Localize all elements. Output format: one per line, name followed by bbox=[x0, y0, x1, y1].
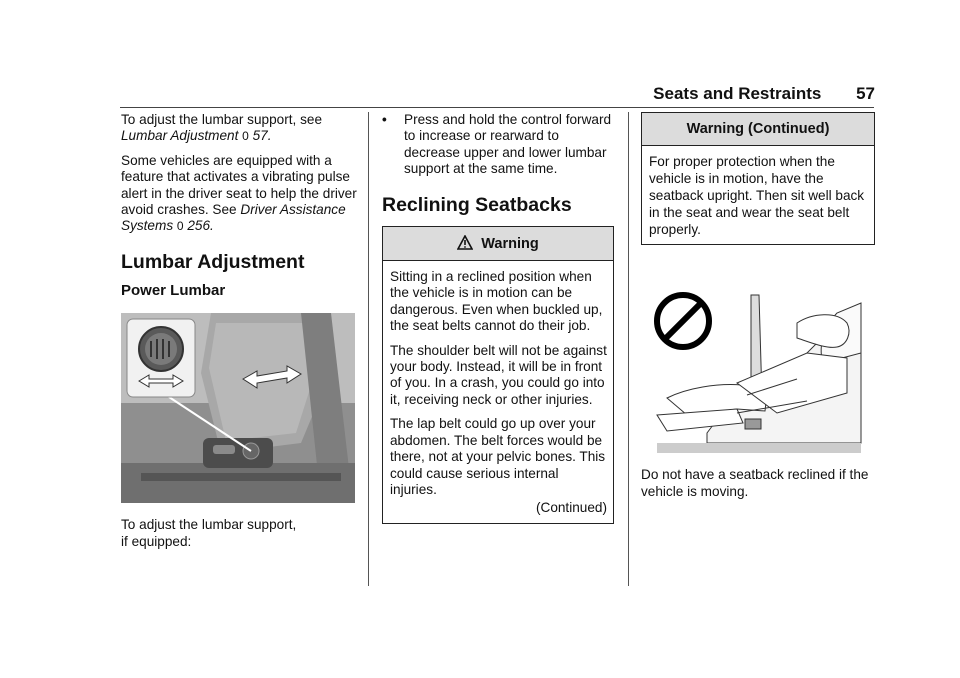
section-title: Seats and Restraints bbox=[653, 84, 822, 103]
driver-assistance-page-ref[interactable]: 256. bbox=[187, 218, 214, 234]
warning-paragraph-1: Sitting in a reclined position when the vehicle is in motion can be dangerous. Even when buckled up, the seat belts cannot do their job. bbox=[390, 269, 603, 334]
warning-title: Warning bbox=[481, 235, 539, 252]
lumbar-page-ref[interactable]: 57. bbox=[252, 128, 272, 144]
warning-triangle-icon bbox=[457, 235, 473, 250]
page-ref-icon: 0 bbox=[242, 129, 249, 144]
caption-line-1: To adjust the lumbar support, bbox=[121, 517, 297, 533]
illustration-caption: Do not have a seatback reclined if the vehicle is moving. bbox=[641, 467, 869, 499]
driver-assistance-link[interactable]: Driver Assistance Systems bbox=[121, 202, 346, 234]
column-2 bbox=[382, 112, 614, 524]
photo-caption bbox=[121, 517, 357, 550]
column-divider-1 bbox=[368, 112, 369, 586]
lumbar-intro-text: To adjust the lumbar support, see bbox=[121, 112, 322, 127]
lumbar-adjustment-link[interactable]: Lumbar Adjustment bbox=[121, 128, 239, 144]
vibrating-alert-paragraph bbox=[121, 153, 357, 235]
power-lumbar-subheading: Power Lumbar bbox=[121, 281, 226, 299]
lumbar-control-photo bbox=[121, 313, 355, 503]
warning-continued-header: Warning (Continued) bbox=[642, 113, 874, 146]
reclining-heading: Reclining Seatbacks bbox=[382, 193, 572, 216]
page-number: 57 bbox=[856, 84, 875, 103]
column-1 bbox=[121, 112, 357, 558]
page-ref-icon: 0 bbox=[176, 219, 184, 234]
header-rule bbox=[120, 107, 874, 108]
vibrating-alert-text: Some vehicles are equipped with a feature that activates a vibrating pulse alert in the driver seat to help the driver avoid crashes. See bbox=[121, 152, 357, 218]
bullet-item bbox=[382, 112, 614, 178]
warning-header bbox=[383, 227, 613, 261]
lumbar-intro-paragraph bbox=[121, 112, 357, 145]
warning-paragraph-3: The lap belt could go up over your abdomen. The belt forces would be there, not at your pelvic bones. This could cause serious internal injuries. bbox=[390, 416, 606, 497]
page-header bbox=[653, 84, 875, 104]
continued-label: (Continued) bbox=[535, 500, 607, 516]
column-3 bbox=[641, 112, 875, 508]
bullet-mark: • bbox=[382, 112, 387, 127]
reclined-seat-illustration bbox=[647, 283, 865, 453]
caption-line-2: if equipped: bbox=[121, 533, 192, 549]
warning-continued-body bbox=[642, 146, 874, 244]
column-divider-2 bbox=[628, 112, 629, 586]
warning-body bbox=[383, 261, 613, 523]
warning-continued-text: For proper protection when the vehicle is in motion, have the seatback upright. Then sit well back in the seat and wear the seat belt properly. bbox=[649, 154, 865, 237]
bullet-text: Press and hold the control forward to increase or rearward to decrease upper and lower lumbar support at the same time. bbox=[404, 112, 612, 177]
warning-continued-box bbox=[641, 112, 875, 245]
warning-box bbox=[382, 226, 614, 524]
lumbar-heading: Lumbar Adjustment bbox=[121, 250, 305, 273]
warning-paragraph-2: The shoulder belt will not be against your body. Instead, it will be in front of you. In a crash, you could go into it, receiving neck or other injuries. bbox=[390, 342, 607, 407]
